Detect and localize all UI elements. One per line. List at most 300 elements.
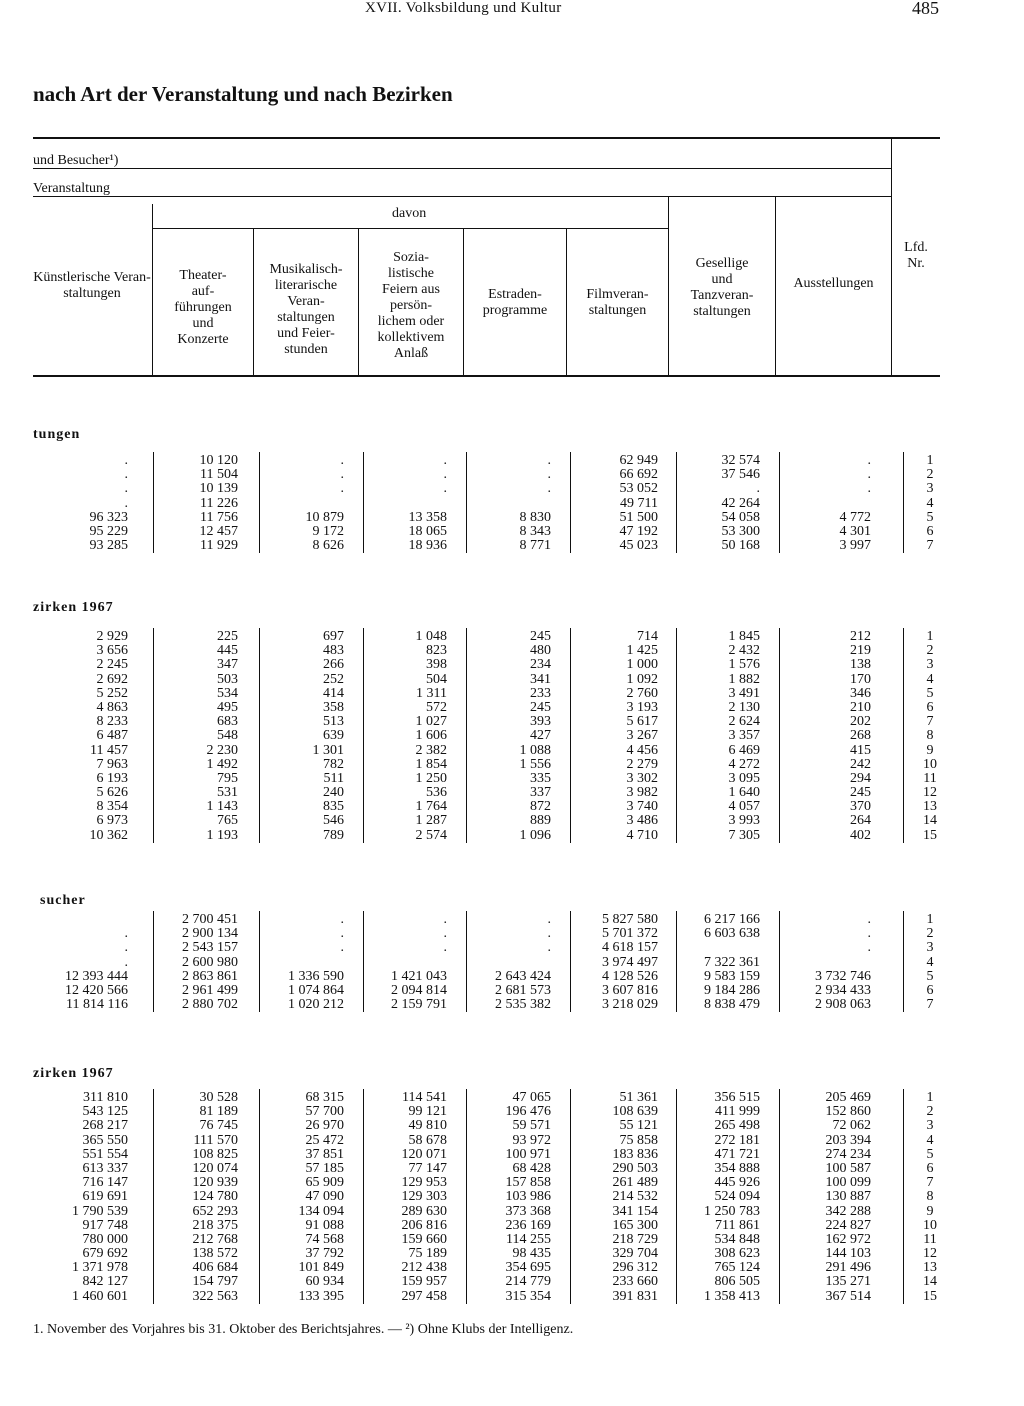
cell: 1 096	[519, 827, 551, 843]
cell: 261 489	[612, 1175, 658, 1191]
cell: .	[867, 481, 871, 497]
cell: 214 779	[505, 1274, 551, 1290]
cell: 2 681 573	[495, 982, 551, 998]
column-gesellig	[704, 1091, 760, 1304]
cell: 2 900 134	[182, 926, 238, 942]
cell: 8 830	[519, 509, 551, 525]
column-gesellig	[729, 630, 761, 843]
cell: 1 421 043	[391, 968, 447, 984]
cell: 315 354	[505, 1288, 551, 1304]
cell: 11 929	[200, 538, 238, 554]
row-number: 1	[926, 453, 934, 468]
cell: 2 880 702	[182, 997, 238, 1013]
column-lfd-nr	[912, 1091, 948, 1304]
cell: 8 343	[519, 523, 551, 539]
column-divider	[363, 911, 364, 1012]
cell: 32 574	[721, 453, 760, 468]
cell: 4 772	[839, 509, 871, 525]
cell: 1 371 978	[72, 1260, 128, 1276]
cell: 37 792	[305, 1246, 344, 1262]
cell: 129 953	[401, 1175, 447, 1191]
cell: 782	[323, 756, 344, 772]
cell: 7 322 361	[704, 954, 760, 970]
footnote: 1. November des Vorjahres bis 31. Oktober des Berichtsjahres. — ²) Ohne Klubs der Intelligenz.	[33, 1322, 574, 1337]
cell: 524 094	[714, 1189, 760, 1205]
row-number: 9	[926, 742, 934, 758]
column-divider	[153, 452, 154, 553]
cell: 1 301	[312, 742, 344, 758]
column-ausstellungen	[840, 454, 872, 553]
cell: 3 982	[626, 785, 658, 801]
cell: 66 692	[619, 467, 658, 483]
cell: 2 130	[728, 699, 760, 715]
cell: 6 487	[96, 728, 128, 744]
cell: 4 057	[728, 799, 760, 815]
cell: 162 972	[825, 1231, 871, 1247]
cell: 765	[217, 813, 238, 829]
column-divider	[676, 1089, 677, 1304]
cell: .	[756, 481, 760, 497]
cell: 9 172	[312, 523, 344, 539]
row-number: 13	[923, 799, 937, 815]
column-film	[627, 630, 659, 843]
cell: 398	[426, 657, 447, 673]
column-divider	[779, 911, 780, 1012]
cell: 4 128 526	[602, 968, 658, 984]
cell: .	[867, 912, 871, 927]
col-header-film: Filmveran- staltungen	[586, 287, 649, 318]
row-number: 7	[926, 1175, 934, 1191]
cell: 1 882	[728, 671, 760, 687]
cell: 4 456	[626, 742, 658, 758]
cell: .	[547, 940, 551, 956]
cell: 1 250 783	[704, 1203, 760, 1219]
cell: 889	[530, 813, 551, 829]
top-rule	[33, 137, 940, 139]
cell: 406 684	[192, 1260, 238, 1276]
col-header-gesellig: Gesellige und Tanzveran- staltungen	[690, 256, 754, 319]
column-divider	[153, 911, 154, 1012]
section-label: sucher	[40, 893, 86, 908]
cell: 268 217	[82, 1118, 128, 1134]
cell: 1 460 601	[72, 1288, 128, 1304]
cell: .	[124, 453, 128, 468]
column-divider	[570, 628, 571, 843]
cell: 370	[850, 799, 871, 815]
cell: 134 094	[298, 1203, 344, 1219]
row-number: 6	[926, 982, 934, 998]
cell: 240	[323, 785, 344, 801]
cell: 445 926	[714, 1175, 760, 1191]
cell: .	[547, 467, 551, 483]
cell: 5 617	[626, 714, 658, 730]
cell: 5 252	[96, 685, 128, 701]
cell: 51 500	[619, 509, 658, 525]
row-number: 12	[923, 1246, 937, 1262]
cell: 2 624	[728, 714, 760, 730]
rule-veranstaltung	[33, 196, 891, 197]
column-divider	[570, 1089, 571, 1304]
column-divider	[779, 1089, 780, 1304]
cell: 3 974 497	[602, 954, 658, 970]
cell: 1 764	[415, 799, 447, 815]
column-film	[620, 454, 659, 553]
cell: 2 700 451	[182, 912, 238, 927]
cell: .	[547, 912, 551, 927]
cell: 2 643 424	[495, 968, 551, 984]
cell: 3 740	[626, 799, 658, 815]
column-divider	[363, 452, 364, 553]
cell: 2 934 433	[815, 982, 871, 998]
cell: 308 623	[714, 1246, 760, 1262]
column-divider	[153, 1089, 154, 1304]
cell: 54 058	[721, 509, 760, 525]
column-estraden	[520, 630, 552, 843]
cell	[288, 956, 344, 970]
row-number: 2	[926, 926, 934, 942]
cell: 10 120	[199, 453, 238, 468]
header-bottom-rule	[33, 375, 940, 377]
row-number: 5	[926, 1146, 934, 1162]
cell: 242	[850, 756, 871, 772]
column-divider	[259, 628, 260, 843]
cell: 3 607 816	[602, 982, 658, 998]
column-kuenstlerisch	[90, 630, 129, 843]
cell: 711 861	[715, 1217, 760, 1233]
cell: .	[340, 940, 344, 956]
cell: 108 825	[192, 1146, 238, 1162]
cell: 1 845	[728, 629, 760, 644]
cell: .	[547, 926, 551, 942]
cell: 144 103	[825, 1246, 871, 1262]
cell: 367 514	[825, 1288, 871, 1304]
cell: 245	[530, 699, 551, 715]
cell: 96 323	[89, 509, 128, 525]
cell: 6 217 166	[704, 912, 760, 927]
cell: 218 729	[612, 1231, 658, 1247]
rule-besucher	[33, 168, 891, 169]
cell: 2 382	[415, 742, 447, 758]
cell: 2 908 063	[815, 997, 871, 1013]
row-number: 3	[926, 940, 934, 956]
cell: .	[124, 926, 128, 942]
column-divider	[259, 911, 260, 1012]
cell: 3 193	[626, 699, 658, 715]
column-divider	[259, 1089, 260, 1304]
cell: 1 048	[415, 629, 447, 644]
cell: 7 305	[728, 827, 760, 843]
cell: 154 797	[192, 1274, 238, 1290]
cell: 65 909	[305, 1175, 344, 1191]
cell: 1 088	[519, 742, 551, 758]
cell	[391, 956, 447, 970]
cell: 411 999	[715, 1104, 760, 1120]
cell: 10 362	[89, 827, 128, 843]
cell: 297 458	[401, 1288, 447, 1304]
cell: 2 929	[96, 629, 128, 644]
row-number: 4	[926, 1132, 934, 1148]
cell: 291 496	[825, 1260, 871, 1276]
cell: 13 358	[408, 509, 447, 525]
cell: 18 065	[408, 523, 447, 539]
cell: 504	[426, 671, 447, 687]
cell: 1 074 864	[288, 982, 344, 998]
row-number: 5	[926, 509, 934, 525]
section-label: zirken 1967	[33, 1066, 114, 1081]
cell: 683	[217, 714, 238, 730]
cell: 120 071	[401, 1146, 447, 1162]
cell: 47 192	[619, 523, 658, 539]
cell: 373 368	[505, 1203, 551, 1219]
cell: 2 432	[728, 643, 760, 659]
cell: 716 147	[82, 1175, 128, 1191]
column-musik	[313, 630, 345, 843]
column-divider	[466, 911, 467, 1012]
cell: .	[124, 495, 128, 511]
cell: 6 973	[96, 813, 128, 829]
cell: 354 888	[714, 1160, 760, 1176]
cell: 2 159 791	[391, 997, 447, 1013]
col-header-ausstellungen: Ausstellungen	[793, 276, 874, 291]
cell: 159 660	[401, 1231, 447, 1247]
column-divider	[779, 452, 780, 553]
cell: .	[867, 926, 871, 942]
cell: 212 438	[401, 1260, 447, 1276]
cell: 358	[323, 699, 344, 715]
cell: 1 027	[415, 714, 447, 730]
cell: 2 574	[415, 827, 447, 843]
cell: 11 814 116	[66, 997, 128, 1013]
row-number: 2	[926, 467, 934, 483]
cell: 1 358 413	[704, 1288, 760, 1304]
cell: 233 660	[612, 1274, 658, 1290]
cell: 5 626	[96, 785, 128, 801]
cell: 100 971	[505, 1146, 551, 1162]
column-estraden	[520, 454, 552, 553]
label-davon: davon	[392, 206, 427, 221]
cell: 234	[530, 657, 551, 673]
cell	[704, 941, 760, 955]
cell: 157 858	[505, 1175, 551, 1191]
cell: 114 541	[402, 1090, 447, 1105]
row-number: 3	[926, 481, 934, 497]
cell: 9 583 159	[704, 968, 760, 984]
cell: 202	[850, 714, 871, 730]
row-number: 7	[926, 714, 934, 730]
cell: 120 939	[192, 1175, 238, 1191]
cell: 101 849	[298, 1260, 344, 1276]
cell: .	[443, 926, 447, 942]
cell: 25 472	[305, 1132, 344, 1148]
cell: 2 760	[626, 685, 658, 701]
col-header-lfd: Lfd. Nr.	[904, 240, 928, 271]
cell: 2 535 382	[495, 997, 551, 1013]
cell: 679 692	[82, 1246, 128, 1262]
column-lfd-nr	[912, 454, 948, 553]
cell: 130 887	[825, 1189, 871, 1205]
cell: 342 288	[825, 1203, 871, 1219]
cell: 503	[217, 671, 238, 687]
row-number: 4	[926, 495, 934, 511]
cell: 272 181	[714, 1132, 760, 1148]
row-number: 4	[926, 671, 934, 687]
row-number: 1	[926, 912, 934, 927]
cell	[520, 497, 552, 511]
cell: 1 640	[728, 785, 760, 801]
cell: 2 692	[96, 671, 128, 687]
cell: 1 287	[415, 813, 447, 829]
cell: 6 193	[96, 770, 128, 786]
cell: 42 264	[721, 495, 760, 511]
column-theater	[200, 454, 239, 553]
cell: 95 229	[89, 523, 128, 539]
row-number: 14	[923, 813, 937, 829]
cell: .	[867, 467, 871, 483]
column-estraden	[495, 913, 551, 1012]
cell: 613 337	[82, 1160, 128, 1176]
section-label: zirken 1967	[33, 600, 114, 615]
cell: 120 074	[192, 1160, 238, 1176]
cell: 3 218 029	[602, 997, 658, 1013]
cell: 835	[323, 799, 344, 815]
cell: 3 357	[728, 728, 760, 744]
cell: 1 336 590	[288, 968, 344, 984]
cell: 210	[850, 699, 871, 715]
row-number: 10	[923, 756, 937, 772]
column-musik	[299, 1091, 345, 1304]
cell: 7 963	[96, 756, 128, 772]
cell: 290 503	[612, 1160, 658, 1176]
cell	[840, 497, 872, 511]
cell: 2 094 814	[391, 982, 447, 998]
cell: .	[547, 453, 551, 468]
cell: 206 816	[401, 1217, 447, 1233]
cell: 546	[323, 813, 344, 829]
column-divider	[779, 628, 780, 843]
cell: 294	[850, 770, 871, 786]
column-divider	[676, 452, 677, 553]
cell: .	[340, 467, 344, 483]
page-number: 485	[912, 0, 939, 18]
cell: 124 780	[192, 1189, 238, 1205]
cell: 55 121	[619, 1118, 658, 1134]
column-musik	[288, 913, 344, 1012]
cell: 81 189	[199, 1104, 238, 1120]
cell: 225	[217, 629, 238, 644]
column-divider	[676, 911, 677, 1012]
cell: .	[867, 453, 871, 468]
cell: 18 936	[408, 538, 447, 554]
cell: 133 395	[298, 1288, 344, 1304]
cell: .	[443, 453, 447, 468]
row-number: 3	[926, 657, 934, 673]
row-number: 1	[926, 1090, 934, 1105]
cell: 1 143	[206, 799, 238, 815]
cell: 214 532	[612, 1189, 658, 1205]
cell: 10 879	[305, 509, 344, 525]
cell: 495	[217, 699, 238, 715]
cell: 236 169	[505, 1217, 551, 1233]
cell: .	[340, 926, 344, 942]
cell: 2 600 980	[182, 954, 238, 970]
cell: 414	[323, 685, 344, 701]
cell: 108 639	[612, 1104, 658, 1120]
cell: 245	[850, 785, 871, 801]
row-number: 14	[923, 1274, 937, 1290]
row-number: 8	[926, 1189, 934, 1205]
column-divider	[153, 628, 154, 843]
column-ausstellungen	[850, 630, 871, 843]
cell: 347	[217, 657, 238, 673]
cell: 205 469	[825, 1090, 871, 1105]
cell: 264	[850, 813, 871, 829]
cell: 266	[323, 657, 344, 673]
cell: 8 626	[312, 538, 344, 554]
cell: 6 603 638	[704, 926, 760, 942]
column-divider	[259, 452, 260, 553]
section-label: tungen	[33, 427, 81, 442]
cell: 427	[530, 728, 551, 744]
cell: .	[443, 467, 447, 483]
cell: 30 528	[199, 1090, 238, 1105]
cell: 480	[530, 643, 551, 659]
cell: 159 957	[401, 1274, 447, 1290]
cell: 551 554	[82, 1146, 128, 1162]
cell: 872	[530, 799, 551, 815]
cell: 3 491	[728, 685, 760, 701]
cell: 53 052	[619, 481, 658, 497]
cell: 9 184 286	[704, 982, 760, 998]
cell: 534	[217, 685, 238, 701]
cell: 59 571	[512, 1118, 551, 1134]
cell: 10 139	[199, 481, 238, 497]
cell: 2 245	[96, 657, 128, 673]
column-divider	[466, 1089, 467, 1304]
row-number: 5	[926, 685, 934, 701]
column-divider	[363, 628, 364, 843]
row-number: 6	[926, 1160, 934, 1176]
cell: 74 568	[305, 1231, 344, 1247]
row-number: 11	[923, 770, 937, 786]
cell: 780 000	[82, 1231, 128, 1247]
column-gesellig	[704, 913, 760, 1012]
row-number: 11	[923, 1231, 937, 1247]
cell: 765 124	[714, 1260, 760, 1276]
cell: 3 656	[96, 643, 128, 659]
cell: 68 428	[512, 1160, 551, 1176]
cell: 531	[217, 785, 238, 801]
cell: 3 993	[728, 813, 760, 829]
cell: .	[867, 940, 871, 956]
column-divider	[903, 1089, 904, 1304]
cell: 483	[323, 643, 344, 659]
cell: 3 486	[626, 813, 658, 829]
cell: 75 858	[619, 1132, 658, 1148]
cell: 289 630	[401, 1203, 447, 1219]
cell: 100 587	[825, 1160, 871, 1176]
row-number: 6	[926, 699, 934, 715]
cell: 789	[323, 827, 344, 843]
cell: 4 710	[626, 827, 658, 843]
column-kuenstlerisch	[65, 927, 128, 1012]
cell: 3 095	[728, 770, 760, 786]
cell: .	[443, 912, 447, 927]
cell: 218 375	[192, 1217, 238, 1233]
cell: 1 576	[728, 657, 760, 673]
cell: 1 556	[519, 756, 551, 772]
row-number: 13	[923, 1260, 937, 1276]
cell: 11 226	[200, 495, 238, 511]
